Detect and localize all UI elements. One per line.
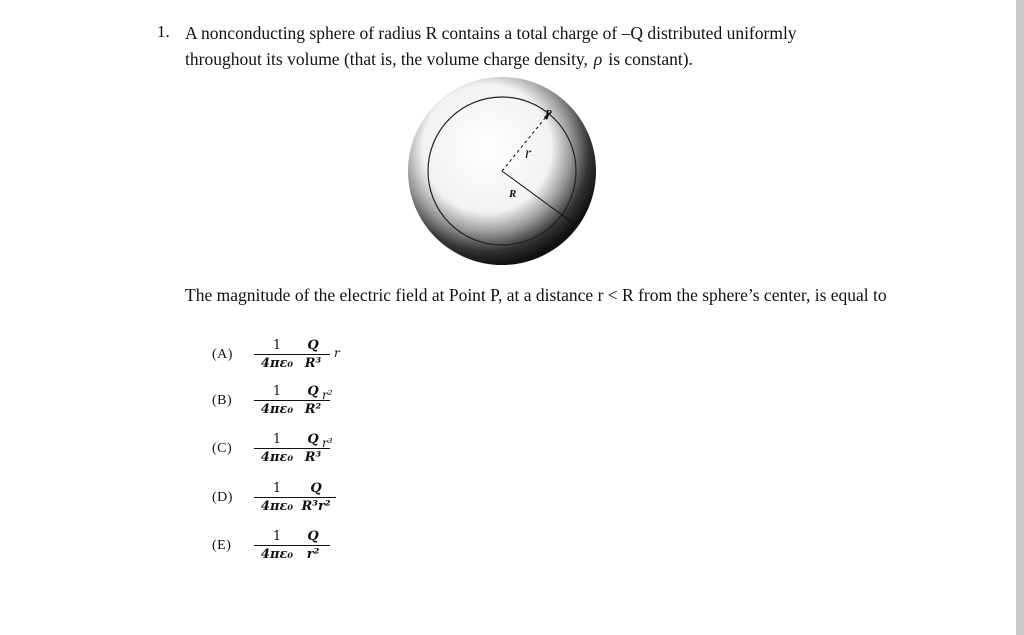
- question-prompt: The magnitude of the electric field at Point P, at a distance r < R from the sphere’s center, is equal to: [185, 285, 887, 305]
- fraction-bar: [296, 497, 336, 498]
- rho-symbol: ρ: [593, 49, 603, 69]
- coef-denominator: 4πε₀: [260, 499, 294, 514]
- fraction-bar: [254, 354, 300, 355]
- charge-denominator: R²: [304, 402, 322, 417]
- coefficient-fraction: [254, 338, 300, 371]
- coef-numerator: 1: [272, 384, 282, 399]
- option-label: (A): [212, 347, 233, 362]
- coefficient-fraction: [254, 481, 300, 514]
- charge-numerator: Q: [307, 432, 319, 447]
- coefficient-fraction: [254, 384, 300, 417]
- charge-denominator: R³: [304, 450, 322, 465]
- charge-denominator: r²: [306, 547, 320, 562]
- coefficient-fraction: [254, 529, 300, 562]
- charge-denominator: R³: [304, 356, 322, 371]
- question-stem: [185, 20, 945, 72]
- sphere-diagram: [405, 74, 599, 268]
- stem-line-2: [185, 46, 945, 72]
- point-p-label: P: [545, 108, 552, 120]
- coef-denominator: 4πε₀: [260, 450, 294, 465]
- coef-numerator: 1: [272, 338, 282, 353]
- charge-fraction: [296, 529, 330, 562]
- trailing-factor: r: [334, 346, 340, 360]
- option-label: (B): [212, 393, 233, 408]
- stem-line-2-text: throughout its volume (that is, the volume charge density,: [185, 49, 588, 69]
- coef-denominator: 4πε₀: [260, 547, 294, 562]
- option-label: (C): [212, 441, 233, 456]
- question-number: 1.: [157, 22, 170, 41]
- stem-line-2-end: is constant).: [608, 49, 693, 69]
- fraction-bar: [296, 354, 330, 355]
- coef-denominator: 4πε₀: [260, 356, 294, 371]
- coef-numerator: 1: [272, 529, 282, 544]
- coef-numerator: 1: [272, 432, 282, 447]
- option-label: (D): [212, 490, 233, 505]
- coef-numerator: 1: [272, 481, 282, 496]
- charge-fraction: [296, 481, 336, 514]
- page-edge: [1016, 0, 1024, 635]
- stem-line-1: A nonconducting sphere of radius R contains a total charge of –Q distributed uniformly: [185, 23, 797, 43]
- sphere-figure: [405, 74, 599, 268]
- fraction-bar: [296, 545, 330, 546]
- trailing-factor: r³: [322, 436, 333, 450]
- charge-numerator: Q: [310, 481, 322, 496]
- r-label: r: [525, 145, 532, 162]
- fraction-bar: [254, 448, 300, 449]
- charge-denominator: R³r²: [301, 499, 331, 514]
- fraction-bar: [254, 545, 300, 546]
- charge-numerator: Q: [307, 338, 319, 353]
- option-label: (E): [212, 538, 232, 553]
- fraction-bar: [254, 400, 300, 401]
- charge-numerator: Q: [307, 384, 319, 399]
- radius-label: R: [509, 188, 517, 200]
- coef-denominator: 4πε₀: [260, 402, 294, 417]
- trailing-factor: r²: [322, 388, 333, 402]
- charge-fraction: [296, 338, 330, 371]
- charge-numerator: Q: [307, 529, 319, 544]
- fraction-bar: [254, 497, 300, 498]
- coefficient-fraction: [254, 432, 300, 465]
